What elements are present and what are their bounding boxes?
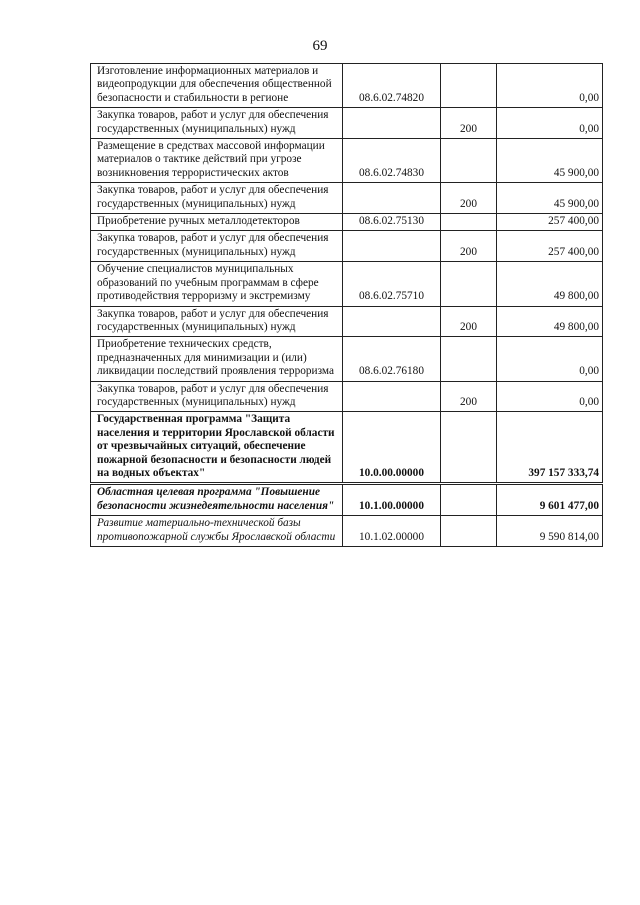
row-name-cell: Приобретение технических средств, предназначенных для минимизации и (или) ликвидации последствий проявления терроризма (91, 337, 343, 381)
row-code-cell (343, 231, 441, 262)
row-kind-cell (441, 214, 497, 231)
budget-table (90, 63, 603, 547)
table-row (91, 306, 603, 337)
row-kind-cell (441, 412, 497, 484)
row-name-cell: Приобретение ручных металлодетекторов (91, 214, 343, 231)
row-amount-cell: 9 590 814,00 (497, 516, 603, 547)
row-name-cell: Изготовление информационных материалов и видеопродукции для обеспечения общественной безопасности и стабильности в регионе (91, 64, 343, 108)
row-name-cell: Государственная программа "Защита населения и территории Ярославской области от чрезвычайных ситуаций, обеспечение пожарной безопасности и безопасности людей на водных объектах" (91, 412, 343, 484)
row-kind-cell (441, 484, 497, 516)
row-amount-cell: 397 157 333,74 (497, 412, 603, 484)
table-row (91, 484, 603, 516)
table-row (91, 337, 603, 381)
table-row (91, 214, 603, 231)
table-row (91, 64, 603, 108)
row-amount-cell: 45 900,00 (497, 183, 603, 214)
row-amount-cell: 257 400,00 (497, 231, 603, 262)
row-name-cell: Развитие материально-технической базы противопожарной службы Ярославской области (91, 516, 343, 547)
budget-table-body (91, 64, 603, 547)
row-kind-cell: 200 (441, 381, 497, 412)
row-name-cell: Обучение специалистов муниципальных образований по учебным программам в сфере противодействия терроризму и экстремизму (91, 262, 343, 306)
row-amount-cell: 49 800,00 (497, 306, 603, 337)
row-amount-cell: 0,00 (497, 381, 603, 412)
row-kind-cell: 200 (441, 306, 497, 337)
row-kind-cell (441, 139, 497, 183)
row-amount-cell: 0,00 (497, 64, 603, 108)
row-code-cell (343, 306, 441, 337)
row-kind-cell (441, 262, 497, 306)
row-kind-cell (441, 64, 497, 108)
row-name-cell: Закупка товаров, работ и услуг для обеспечения государственных (муниципальных) нужд (91, 108, 343, 139)
table-row (91, 381, 603, 412)
row-amount-cell: 49 800,00 (497, 262, 603, 306)
row-amount-cell: 9 601 477,00 (497, 484, 603, 516)
row-amount-cell: 257 400,00 (497, 214, 603, 231)
row-code-cell: 08.6.02.76180 (343, 337, 441, 381)
row-code-cell (343, 108, 441, 139)
row-code-cell (343, 183, 441, 214)
row-name-cell: Областная целевая программа "Повышение безопасности жизнедеятельности населения" (91, 484, 343, 516)
row-amount-cell: 0,00 (497, 337, 603, 381)
table-row (91, 516, 603, 547)
row-code-cell: 08.6.02.75130 (343, 214, 441, 231)
row-code-cell: 08.6.02.74830 (343, 139, 441, 183)
table-row (91, 231, 603, 262)
row-name-cell: Закупка товаров, работ и услуг для обеспечения государственных (муниципальных) нужд (91, 381, 343, 412)
row-amount-cell: 45 900,00 (497, 139, 603, 183)
table-row (91, 108, 603, 139)
table-row (91, 139, 603, 183)
row-name-cell: Закупка товаров, работ и услуг для обеспечения государственных (муниципальных) нужд (91, 183, 343, 214)
row-code-cell: 08.6.02.75710 (343, 262, 441, 306)
row-kind-cell (441, 516, 497, 547)
row-kind-cell: 200 (441, 183, 497, 214)
row-name-cell: Закупка товаров, работ и услуг для обеспечения государственных (муниципальных) нужд (91, 306, 343, 337)
row-code-cell: 08.6.02.74820 (343, 64, 441, 108)
page-number: 69 (312, 38, 328, 54)
row-kind-cell: 200 (441, 231, 497, 262)
table-row (91, 412, 603, 484)
row-name-cell: Закупка товаров, работ и услуг для обеспечения государственных (муниципальных) нужд (91, 231, 343, 262)
row-name-cell: Размещение в средствах массовой информации материалов о тактике действий при угрозе возникновения террористических актов (91, 139, 343, 183)
table-row (91, 183, 603, 214)
table-row (91, 262, 603, 306)
row-code-cell: 10.1.02.00000 (343, 516, 441, 547)
row-kind-cell: 200 (441, 108, 497, 139)
row-kind-cell (441, 337, 497, 381)
row-code-cell: 10.0.00.00000 (343, 412, 441, 484)
row-amount-cell: 0,00 (497, 108, 603, 139)
row-code-cell (343, 381, 441, 412)
row-code-cell: 10.1.00.00000 (343, 484, 441, 516)
